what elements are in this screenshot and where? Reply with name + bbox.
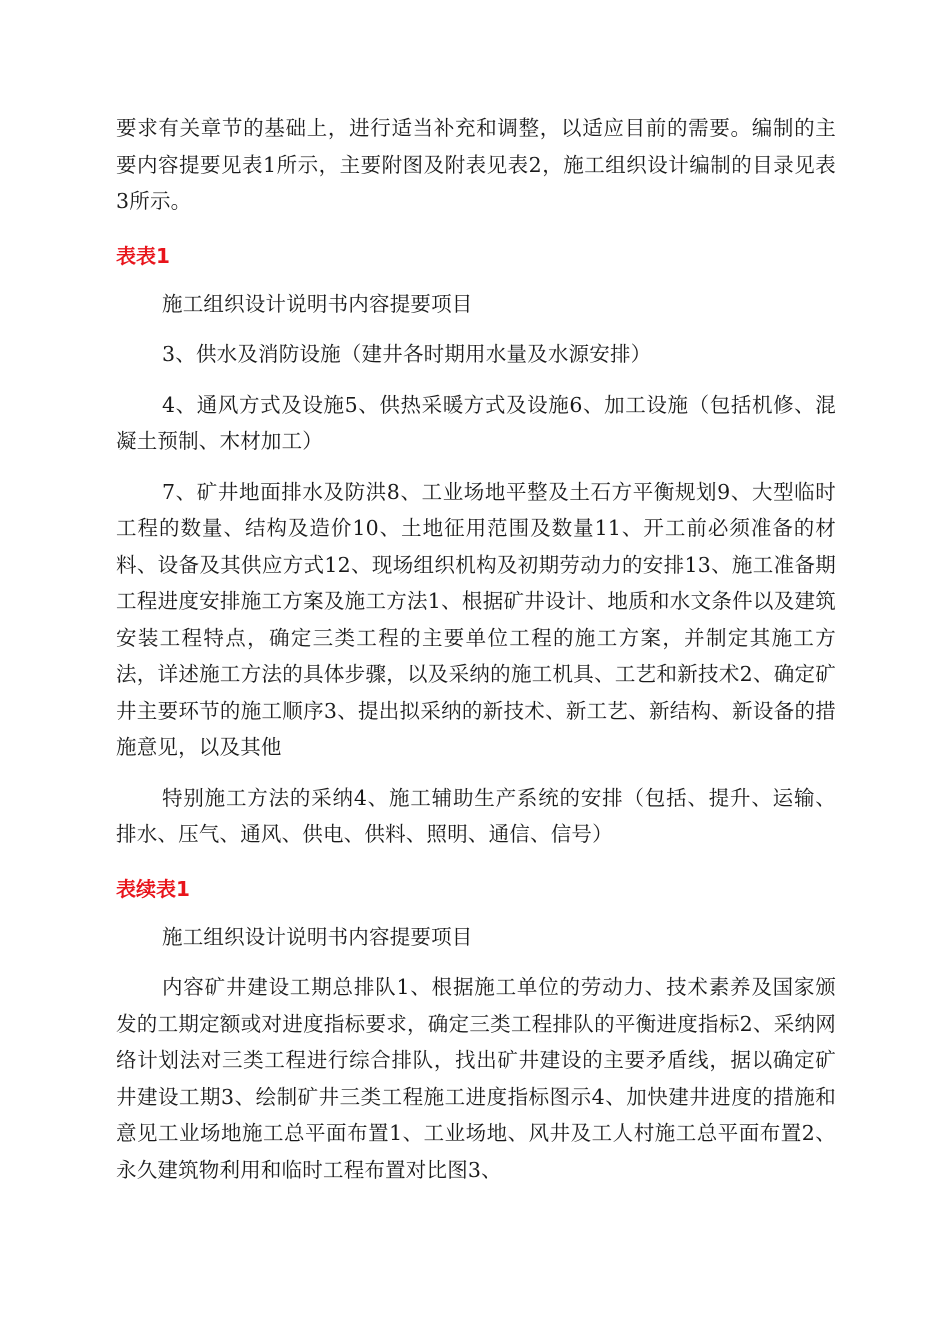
table1-continued-paragraph: 内容矿井建设工期总排队1、根据施工单位的劳动力、技术素养及国家颁发的工期定额或对进度指标要求，确定三类工程排队的平衡进度指标2、采纳网络计划法对三类工程进行综合排队，找出矿井建设的主要矛盾线，据以确定矿井建设工期3、绘制矿井三类工程施工进度指标图示4、加快建井进度的措施和意见工业场地施工总平面布置1、工业场地、风井及工人村施工总平面布置2、永久建筑物利用和临时工程布置对比图3、: [116, 975, 836, 1182]
table1-paragraph: 特别施工方法的采纳4、施工辅助生产系统的安排（包括、提升、运输、排水、压气、通风、供电、供料、照明、通信、信号）: [116, 785, 836, 846]
document-content: [116, 110, 836, 1188]
table1-caption: 施工组织设计说明书内容提要项目: [162, 291, 473, 316]
table1-paragraph: 7、矿井地面排水及防洪8、工业场地平整及土石方平衡规划9、大型临时工程的数量、结构及造价10、土地征用范围及数量11、开工前必须准备的材料、设备及其供应方式12、现场组织机构及初期劳动力的安排13、施工准备期工程进度安排施工方案及施工方法1、根据矿井设计、地质和水文条件以及建筑安装工程特点，确定三类工程的主要单位工程的施工方案，并制定其施工方法，详述施工方法的具体步骤，以及采纳的施工机具、工艺和新技术2、确定矿井主要环节的施工顺序3、提出拟采纳的新技术、新工艺、新结构、新设备的措施意见，以及其他: [116, 479, 836, 759]
table1-continued-heading: 表续表1: [116, 876, 190, 901]
table1-paragraph: 4、通风方式及设施5、供热采暖方式及设施6、加工设施（包括机修、混凝土预制、木材加工）: [116, 392, 836, 453]
intro-paragraph: 要求有关章节的基础上，进行适当补充和调整，以适应目前的需要。编制的主要内容提要见表1所示，主要附图及附表见表2，施工组织设计编制的目录见表3所示。: [116, 116, 836, 213]
table1-continued-caption: 施工组织设计说明书内容提要项目: [162, 924, 473, 949]
table1-paragraph: 3、供水及消防设施（建井各时期用水量及水源安排）: [162, 342, 652, 366]
table1-heading: 表表1: [116, 243, 170, 268]
